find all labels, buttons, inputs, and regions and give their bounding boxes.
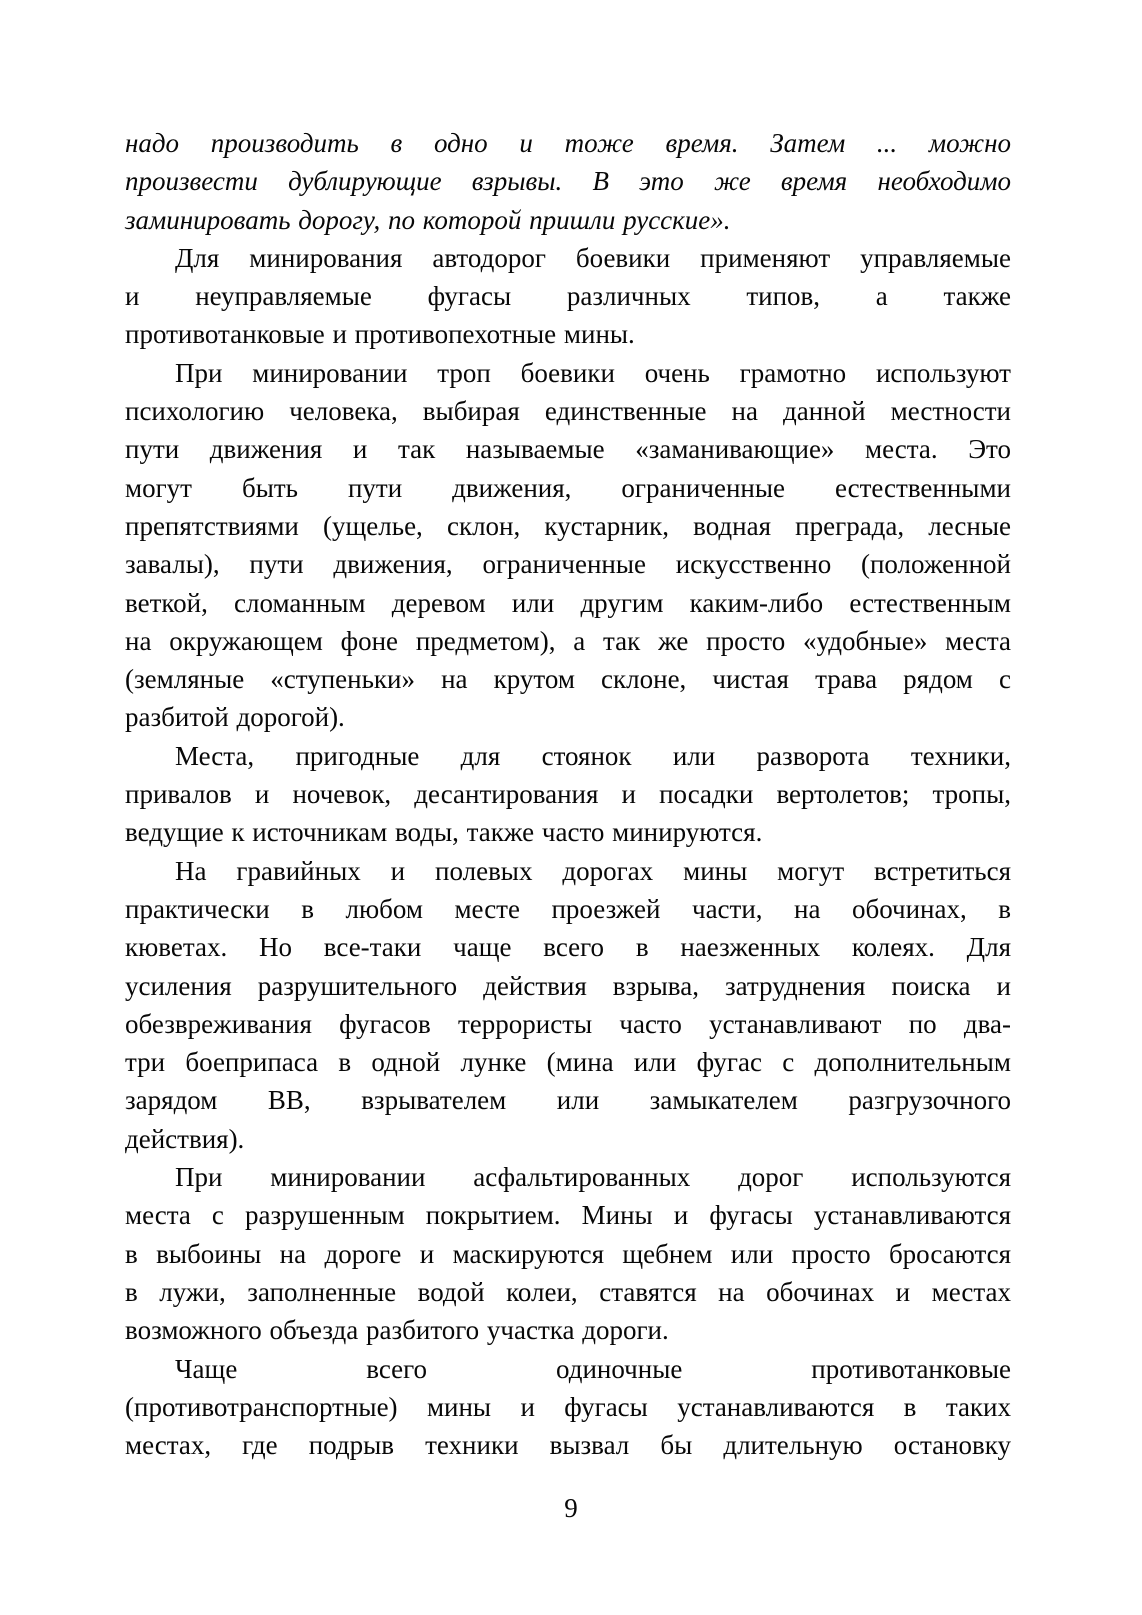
text-line: (противотранспортные) мины и фугасы устанавливаются в таких xyxy=(125,1391,1011,1422)
text-line: (земляные «ступеньки» на крутом склоне, чистая трава рядом с xyxy=(125,664,1011,695)
text-line: обезвреживания фугасов террористы часто устанавливают по два- xyxy=(125,1008,1011,1039)
text-line: надо производить в одно и тоже время. Затем ... можно xyxy=(125,128,1011,158)
text-line: зарядом ВВ, взрывателем или замыкателем разгрузочного xyxy=(125,1085,1011,1116)
text-line: места с разрушенным покрытием. Мины и фугасы устанавливаются xyxy=(125,1200,1011,1231)
text-line: При минировании асфальтированных дорог используются xyxy=(175,1162,1011,1193)
text-line: веткой, сломанным деревом или другим каким-либо естественным xyxy=(125,587,1011,618)
paragraph xyxy=(125,239,1011,354)
text-line: в лужи, заполненные водой колеи, ставятся на обочинах и местах xyxy=(125,1276,1011,1307)
text-line: Чаще всего одиночные противотанковые xyxy=(175,1353,1011,1384)
text-line: усиления разрушительного действия взрыва, затруднения поиска и xyxy=(125,970,1011,1001)
text-line: на окружающем фоне предметом), а так же просто «удобные» места xyxy=(125,625,1011,656)
text-line: и неуправляемые фугасы различных типов, а также xyxy=(125,281,1011,312)
text-line: противотанковые и противопехотные мины. xyxy=(125,319,635,350)
paragraph xyxy=(125,354,1011,737)
text-line: На гравийных и полевых дорогах мины могут встретиться xyxy=(175,855,1011,886)
text-line: привалов и ночевок, десантирования и посадки вертолетов; тропы, xyxy=(125,779,1011,810)
text-line: Места, пригодные для стоянок или разворота техники, xyxy=(175,740,1011,771)
text-line: в выбоины на дороге и маскируются щебнем или просто бросаются xyxy=(125,1238,1011,1269)
text-line: ведущие к источникам воды, также часто минируются. xyxy=(125,817,763,848)
paragraph-quote xyxy=(125,124,1011,239)
paragraph xyxy=(125,852,1011,1158)
text-line: три боеприпаса в одной лунке (мина или фугас с дополнительным xyxy=(125,1047,1011,1078)
page-text xyxy=(125,124,1011,1464)
text-line: завалы), пути движения, ограниченные искусственно (положенной xyxy=(125,549,1011,580)
paragraph xyxy=(125,1158,1011,1349)
text-line: психологию человека, выбирая единственные на данной местности xyxy=(125,396,1011,427)
text-line: Для минирования автодорог боевики применяют управляемые xyxy=(175,242,1011,273)
text-line: действия). xyxy=(125,1123,245,1154)
text-line: кюветах. Но все-таки чаще всего в наезженных колеях. Для xyxy=(125,932,1011,963)
text-line: препятствиями (ущелье, склон, кустарник, водная преграда, лесные xyxy=(125,510,1011,541)
text-line: заминировать дорогу, по которой пришли русские». xyxy=(125,204,731,235)
text-line: пути движения и так называемые «заманивающие» места. Это xyxy=(125,434,1011,465)
text-line: местах, где подрыв техники вызвал бы длительную остановку xyxy=(125,1430,1011,1461)
paragraph xyxy=(125,737,1011,852)
text-line: произвести дублирующие взрывы. В это же время необходимо xyxy=(125,166,1011,197)
text-line: могут быть пути движения, ограниченные естественными xyxy=(125,472,1011,503)
text-line: При минировании троп боевики очень грамотно используют xyxy=(175,357,1011,388)
text-line: разбитой дорогой). xyxy=(125,702,345,733)
page-number: 9 xyxy=(564,1493,578,1523)
paragraph xyxy=(125,1350,1011,1465)
text-line: практически в любом месте проезжей части, на обочинах, в xyxy=(125,893,1011,924)
text-line: возможного объезда разбитого участка дороги. xyxy=(125,1315,669,1346)
